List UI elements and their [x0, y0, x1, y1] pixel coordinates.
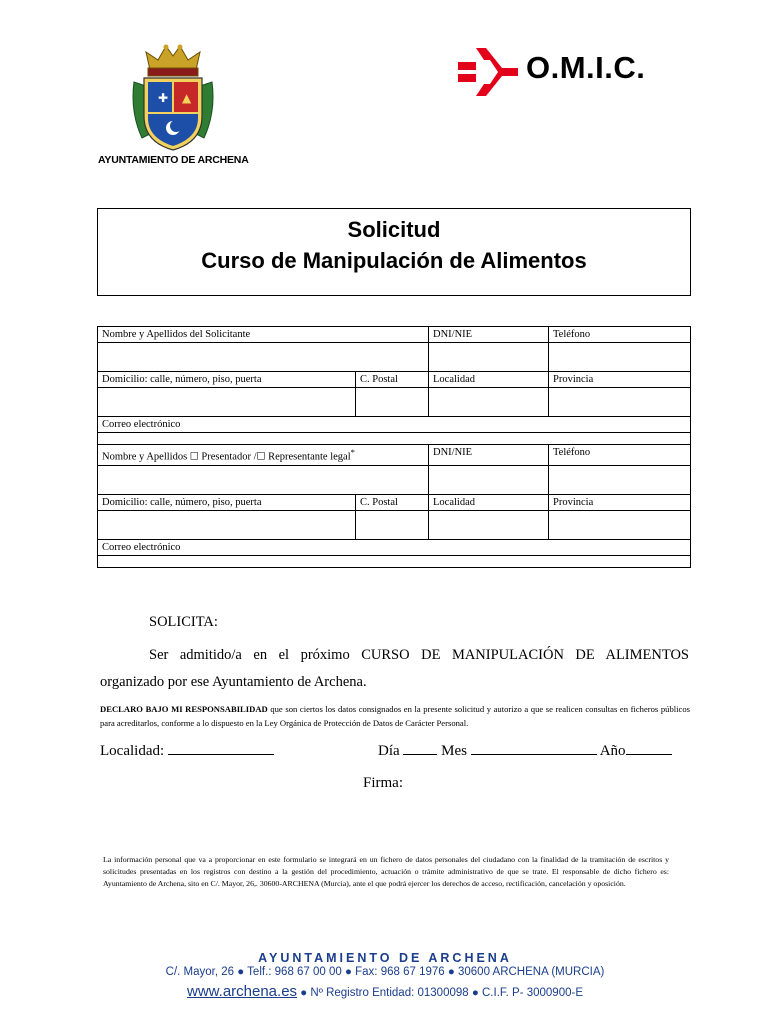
title-box	[97, 208, 691, 296]
title-line-1: Solicitud	[347, 217, 441, 242]
localidad-label: Localidad:	[100, 743, 165, 759]
applicant-email-label: Correo electrónico	[98, 417, 691, 433]
rep-name-field[interactable]	[98, 465, 429, 494]
rep-address-label: Domicilio: calle, número, piso, puerta	[98, 494, 356, 510]
applicant-email-field[interactable]	[98, 433, 691, 445]
applicant-province-label: Provincia	[549, 372, 691, 388]
data-protection-notice: La información personal que va a proporcionar en este formulario se integrará en un fichero de datos personales del ciudadano con la finalidad de la tramitación de escritos y solicitudes presentadas en los registros con destino a la gestión del procedimiento, actuación o trámite administrativo de que se trate. El responsable de dicho fichero es: Ayuntamiento de Archena, sito en C/. Mayor, 26,. 30600-ARCHENA (Murcia), ante el que podrá ejercer los derechos de acceso, rectificación, cancelación y oposición.	[103, 855, 669, 888]
request-line-1: Ser admitido/a en el próximo CURSO DE MANIPULACIÓN DE ALIMENTOS	[149, 647, 689, 663]
presenter-label: Presentador /	[201, 451, 257, 463]
representative-name-label	[98, 445, 429, 466]
applicant-city-label: Localidad	[429, 372, 549, 388]
date-line	[378, 740, 672, 760]
applicant-phone-field[interactable]	[549, 343, 691, 372]
applicant-name-label: Nombre y Apellidos del Solicitante	[98, 327, 429, 343]
footer-web-line	[0, 983, 770, 1000]
footer-registry: ● Nº Registro Entidad: 01300098 ● C.I.F. P- 3000900-E	[297, 987, 583, 999]
representative-checkbox[interactable]: ☐	[256, 451, 266, 463]
rep-city-label: Localidad	[429, 494, 549, 510]
rep-postal-label: C. Postal	[356, 494, 429, 510]
applicant-dni-label: DNI/NIE	[429, 327, 549, 343]
rep-dni-field[interactable]	[429, 465, 549, 494]
solicita-heading: SOLICITA:	[149, 614, 218, 630]
dia-input-line[interactable]	[403, 740, 437, 755]
applicant-city-field[interactable]	[429, 388, 549, 417]
applicant-name-field[interactable]	[98, 343, 429, 372]
application-form-table	[97, 326, 691, 568]
footer-name: AYUNTAMIENTO DE ARCHENA	[258, 951, 512, 965]
applicant-phone-label: Teléfono	[549, 327, 691, 343]
representative-label: Representante legal	[268, 451, 351, 463]
website-link[interactable]: www.archena.es	[186, 983, 298, 1000]
declaration-bold: DECLARO BAJO MI RESPONSABILIDAD	[100, 704, 268, 714]
rep-city-field[interactable]	[429, 510, 549, 539]
declaration-paragraph	[100, 702, 690, 730]
localidad-line	[100, 740, 274, 760]
anio-input-line[interactable]	[626, 740, 672, 755]
omic-logo-icon	[458, 44, 518, 100]
rep-address-field[interactable]	[98, 510, 356, 539]
rep-name-label-text: Nombre y Apellidos	[102, 451, 188, 463]
asterisk: *	[350, 447, 355, 457]
ayuntamiento-label: AYUNTAMIENTO DE ARCHENA	[98, 154, 249, 166]
archena-crest-logo	[128, 42, 218, 154]
rep-province-label: Provincia	[549, 494, 691, 510]
request-line-2: organizado por ese Ayuntamiento de Archena.	[100, 674, 367, 690]
firma-label: Firma:	[363, 775, 403, 791]
applicant-province-field[interactable]	[549, 388, 691, 417]
svg-text:✚: ✚	[158, 91, 169, 105]
mes-label: Mes	[441, 743, 468, 759]
rep-email-field[interactable]	[98, 555, 691, 567]
rep-postal-field[interactable]	[356, 510, 429, 539]
rep-phone-label: Teléfono	[549, 445, 691, 466]
applicant-dni-field[interactable]	[429, 343, 549, 372]
applicant-postal-label: C. Postal	[356, 372, 429, 388]
omic-name: O.M.I.C.	[526, 50, 646, 85]
localidad-input-line[interactable]	[168, 740, 274, 755]
applicant-address-label: Domicilio: calle, número, piso, puerta	[98, 372, 356, 388]
mes-input-line[interactable]	[471, 740, 597, 755]
svg-text:▲: ▲	[182, 91, 192, 105]
title-line-2: Curso de Manipulación de Alimentos	[201, 248, 587, 273]
rep-email-label: Correo electrónico	[98, 539, 691, 555]
rep-dni-label: DNI/NIE	[429, 445, 549, 466]
footer-address: C/. Mayor, 26 ● Telf.: 968 67 00 00 ● Fax: 968 67 1976 ● 30600 ARCHENA (MURCIA)	[165, 966, 605, 978]
presenter-checkbox[interactable]: ☐	[189, 451, 199, 463]
declaration-text: que son ciertos los datos consignados en la presente solicitud y autorizo a que se realicen consultas en ficheros públicos para acreditarlos, conforme a lo dispuesto en la Ley Orgánica de Protección de Datos de Carácter Personal.	[100, 704, 690, 728]
applicant-address-field[interactable]	[98, 388, 356, 417]
dia-label: Día	[378, 743, 400, 759]
anio-label: Año	[599, 743, 626, 759]
rep-province-field[interactable]	[549, 510, 691, 539]
applicant-postal-field[interactable]	[356, 388, 429, 417]
rep-phone-field[interactable]	[549, 465, 691, 494]
